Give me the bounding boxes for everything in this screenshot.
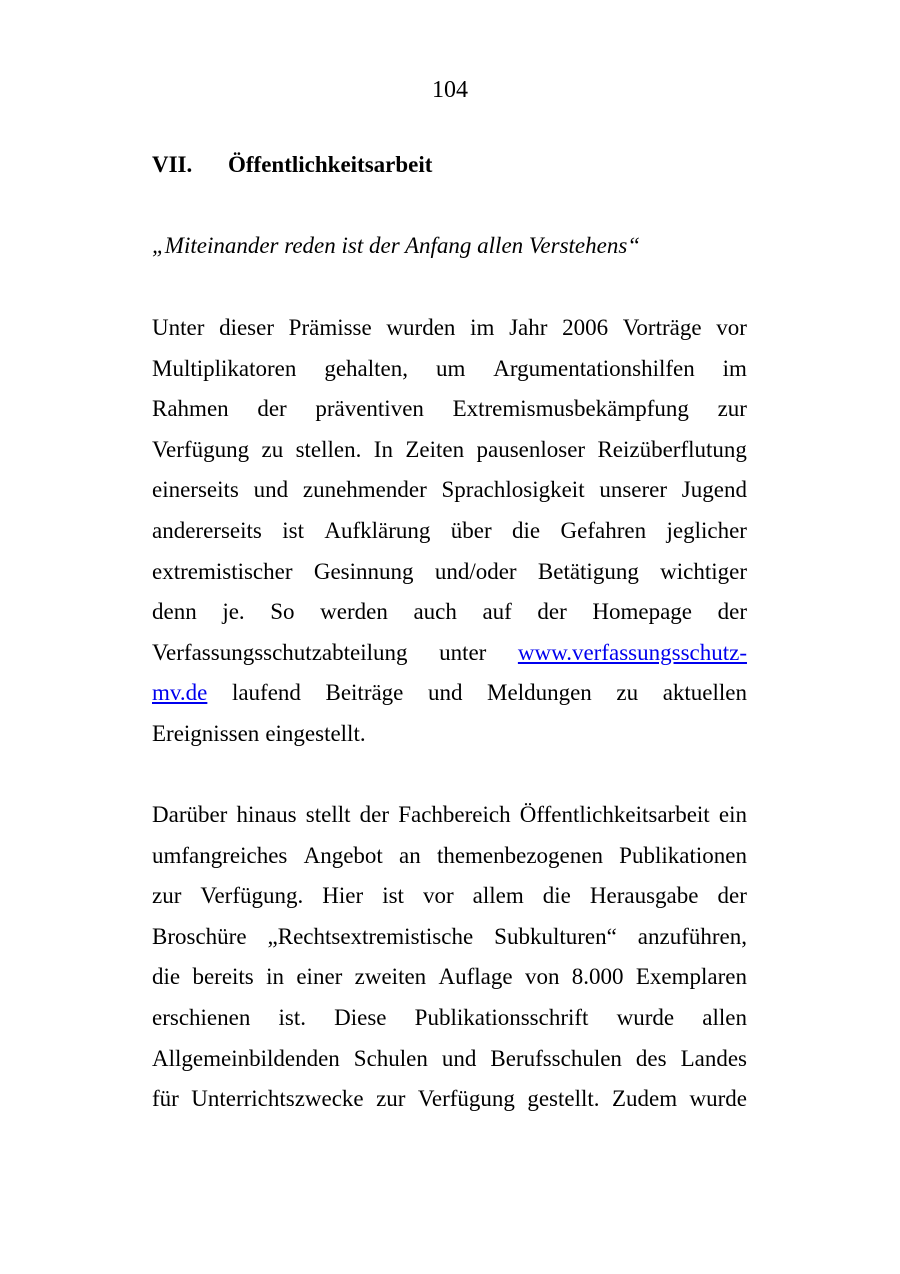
word: Sprachlosigkeit bbox=[441, 477, 585, 503]
word: und bbox=[253, 477, 289, 503]
word: zunehmender bbox=[302, 477, 427, 503]
word: laufend bbox=[231, 680, 301, 706]
word: Exemplaren bbox=[635, 964, 747, 990]
section-number: VII. bbox=[152, 152, 193, 177]
word: Betätigung bbox=[537, 558, 639, 584]
word: unter bbox=[439, 639, 487, 665]
word: stellen. bbox=[295, 436, 362, 462]
word: Homepage bbox=[592, 599, 693, 625]
word: ist bbox=[382, 883, 404, 909]
word: Argumentationshilfen bbox=[493, 355, 695, 381]
word: Diese bbox=[334, 1004, 387, 1030]
word: Angebot bbox=[303, 842, 383, 868]
word: Meldungen bbox=[487, 680, 592, 706]
word: Zeiten bbox=[405, 436, 465, 462]
paragraph-line bbox=[152, 558, 747, 599]
word: Berufsschulen bbox=[490, 1045, 622, 1071]
word: Landes bbox=[680, 1045, 747, 1071]
word: Verfügung bbox=[417, 1086, 515, 1112]
section-heading bbox=[152, 151, 432, 179]
word: der bbox=[537, 599, 567, 625]
word: Verfügung. bbox=[200, 883, 304, 909]
word: Multiplikatoren bbox=[152, 355, 297, 381]
paragraph-line bbox=[152, 882, 747, 923]
word: Fachbereich bbox=[398, 802, 511, 827]
word: über bbox=[450, 517, 492, 543]
word: Reizüberflutung bbox=[597, 436, 747, 462]
word: ein bbox=[718, 802, 747, 827]
word: zur bbox=[152, 883, 182, 909]
word: allen bbox=[702, 1004, 747, 1030]
word: In bbox=[373, 436, 393, 462]
word: extremistischer bbox=[152, 558, 293, 584]
word: Publikationen bbox=[619, 842, 747, 868]
paragraph-line bbox=[152, 476, 747, 517]
word: und bbox=[427, 680, 463, 706]
word: gehalten, bbox=[324, 355, 408, 381]
word: wurde bbox=[616, 1004, 675, 1030]
word: 2006 bbox=[562, 315, 609, 340]
word: Gesinnung bbox=[313, 558, 414, 584]
word: Subkulturen“ bbox=[494, 923, 617, 949]
paragraph-line bbox=[152, 923, 747, 964]
word: die bbox=[152, 964, 181, 990]
paragraph-line bbox=[152, 395, 747, 436]
word: der bbox=[717, 599, 747, 625]
paragraph-1 bbox=[152, 314, 747, 761]
page-number: 104 bbox=[432, 77, 468, 103]
word: präventiven bbox=[315, 396, 424, 422]
word: um bbox=[435, 355, 466, 381]
word: Unter bbox=[152, 315, 205, 340]
word: Extremismusbekämpfung bbox=[452, 396, 689, 422]
word: So bbox=[270, 599, 295, 625]
word: Darüber bbox=[152, 802, 228, 827]
word: themenbezogenen bbox=[436, 842, 603, 868]
word: der bbox=[717, 883, 747, 909]
word: dieser bbox=[219, 315, 274, 340]
word: Rahmen bbox=[152, 396, 229, 422]
word: zu bbox=[616, 680, 639, 706]
word: wurde bbox=[689, 1086, 747, 1112]
word: Jugend bbox=[681, 477, 747, 503]
word: aktuellen bbox=[662, 680, 747, 706]
word: Broschüre bbox=[152, 923, 247, 949]
word: unserer bbox=[599, 477, 668, 503]
word: an bbox=[399, 842, 421, 868]
word: Zudem bbox=[611, 1086, 678, 1112]
word: die bbox=[542, 883, 571, 909]
word: andererseits bbox=[152, 517, 262, 543]
word: für bbox=[152, 1086, 179, 1112]
word: Vorträge bbox=[622, 315, 702, 340]
motto-quote: „Miteinander reden ist der Anfang allen Verstehens“ bbox=[152, 233, 641, 258]
word: vor bbox=[422, 883, 454, 909]
paragraph-2 bbox=[152, 801, 747, 1126]
word: Ereignissen bbox=[152, 720, 260, 746]
word: stellt bbox=[305, 802, 351, 827]
paragraph-line bbox=[152, 720, 747, 761]
paragraph-line bbox=[152, 679, 747, 720]
word: im bbox=[470, 315, 495, 340]
word: jeglicher bbox=[666, 517, 747, 543]
word: Allgemeinbildenden bbox=[152, 1045, 340, 1071]
paragraph-line bbox=[152, 639, 747, 680]
word: Öffentlichkeitsarbeit bbox=[519, 802, 710, 827]
paragraph-line bbox=[152, 355, 747, 396]
word: Gefahren bbox=[560, 517, 647, 543]
word: wurden bbox=[386, 315, 456, 340]
word: die bbox=[512, 517, 541, 543]
word: „Rechtsextremistische bbox=[267, 923, 474, 949]
word: und bbox=[441, 1045, 477, 1071]
word: je. bbox=[222, 599, 245, 625]
word: in bbox=[266, 964, 284, 990]
word: bereits bbox=[192, 964, 254, 990]
word: 8.000 bbox=[571, 964, 624, 990]
word: der bbox=[257, 396, 287, 422]
word: denn bbox=[152, 599, 197, 625]
word: zweiten bbox=[354, 964, 427, 990]
word: und/oder bbox=[434, 558, 517, 584]
word: pausenloser bbox=[476, 436, 586, 462]
word: hinaus bbox=[236, 802, 297, 827]
paragraph-line bbox=[152, 1004, 747, 1045]
word: auf bbox=[482, 599, 512, 625]
paragraph-line bbox=[152, 517, 747, 558]
paragraph-line bbox=[152, 598, 747, 639]
word: Auflage bbox=[438, 964, 513, 990]
word: von bbox=[524, 964, 560, 990]
paragraph-line bbox=[152, 314, 747, 355]
word: erschienen bbox=[152, 1004, 251, 1030]
word: zu bbox=[261, 436, 284, 462]
word: Aufklärung bbox=[324, 517, 431, 543]
word: einerseits bbox=[152, 477, 239, 503]
word: Prämisse bbox=[288, 315, 372, 340]
word: Jahr bbox=[509, 315, 548, 340]
word: Hier bbox=[322, 883, 364, 909]
word: der bbox=[359, 802, 390, 827]
word: Verfügung bbox=[152, 436, 250, 462]
paragraph-line bbox=[152, 963, 747, 1004]
word: zur bbox=[376, 1086, 406, 1112]
word: Herausgabe bbox=[589, 883, 699, 909]
word: vor bbox=[716, 315, 747, 340]
word: wichtiger bbox=[660, 558, 747, 584]
website-link[interactable]: www.verfassungsschutz- bbox=[517, 639, 747, 665]
word: einer bbox=[296, 964, 343, 990]
paragraph-line bbox=[152, 1085, 747, 1126]
word: allem bbox=[472, 883, 524, 909]
word: Schulen bbox=[353, 1045, 428, 1071]
paragraph-line bbox=[152, 801, 747, 842]
word: Publikationsschrift bbox=[414, 1004, 589, 1030]
word: im bbox=[722, 355, 747, 381]
word: werden bbox=[320, 599, 388, 625]
word: Unterrichtszwecke bbox=[191, 1086, 364, 1112]
word: zur bbox=[717, 396, 747, 422]
paragraph-line bbox=[152, 436, 747, 477]
word: ist bbox=[282, 517, 304, 543]
word: Beiträge bbox=[325, 680, 404, 706]
word: des bbox=[635, 1045, 667, 1071]
website-link[interactable]: mv.de bbox=[152, 680, 208, 706]
paragraph-line bbox=[152, 842, 747, 883]
section-title: Öffentlichkeitsarbeit bbox=[228, 152, 433, 177]
word: umfangreiches bbox=[152, 842, 288, 868]
word: ist. bbox=[278, 1004, 306, 1030]
paragraph-line bbox=[152, 1045, 747, 1086]
word: eingestellt. bbox=[265, 720, 366, 746]
word: gestellt. bbox=[527, 1086, 600, 1112]
word: anzuführen, bbox=[637, 923, 747, 949]
word: Verfassungsschutzabteilung bbox=[152, 639, 408, 665]
word: auch bbox=[413, 599, 457, 625]
